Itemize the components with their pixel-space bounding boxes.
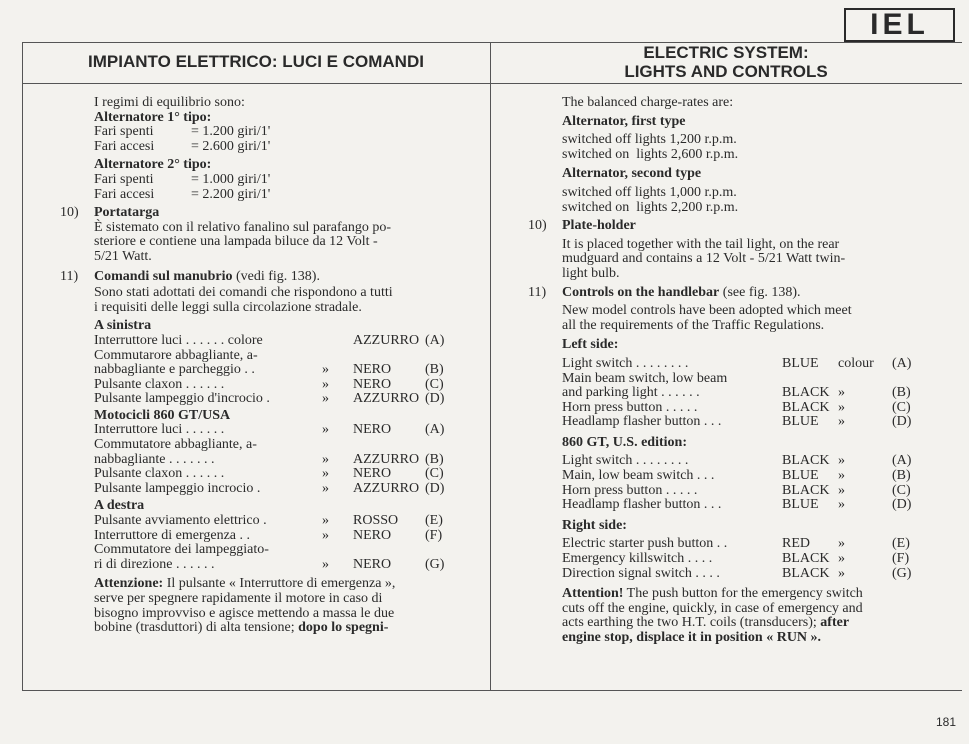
en-right-control-letter: (G) [892, 565, 912, 581]
it-left-control-row [60, 363, 452, 378]
it-alt2-title: Alternatore 2° tipo: [94, 157, 212, 173]
en-right-control-mark: RED [782, 536, 810, 552]
it-moto-control-letter: (D) [425, 480, 445, 496]
it-left-control-label: nabbagliante e parcheggio . . [94, 362, 255, 378]
en-section-11-text: all the requirements of the Traffic Regulations. [562, 317, 825, 333]
it-right-control-mark: » [322, 513, 329, 529]
it-left-control-letter: (D) [425, 391, 445, 407]
rule-header [22, 83, 962, 84]
en-section-11-title: Controls on the handlebar [562, 284, 720, 300]
en-attention-emphasis: after [820, 615, 850, 631]
it-right-control-mark: » [322, 527, 329, 543]
it-left-control-letter: (C) [425, 376, 444, 392]
en-left-control-letter: (C) [892, 399, 911, 415]
en-right-control-color: » [838, 551, 845, 567]
en-right-control-row [528, 537, 918, 552]
it-left-control-letter: (A) [425, 332, 445, 348]
page-number: 181 [936, 715, 957, 729]
en-left-control-letter: (B) [892, 385, 911, 401]
it-alt1-row [60, 140, 452, 155]
it-alt1-label: Fari spenti [94, 124, 154, 140]
en-left-control-color: colour [838, 355, 874, 371]
it-moto-control-row [60, 438, 452, 453]
it-moto-controls [60, 423, 452, 496]
it-section-11-text: i requisiti delle leggi sulla circolazione stradale. [94, 299, 362, 315]
en-attention-text: The push button for the emergency switch [623, 586, 863, 602]
it-alt1-row [60, 125, 452, 140]
it-alt2-row [60, 173, 452, 188]
en-gt-control-label: Horn press button . . . . . [562, 482, 698, 498]
en-right-control-label: Direction signal switch . . . . [562, 565, 720, 581]
it-moto-control-label: Interruttore luci . . . . . . [94, 422, 225, 438]
it-right-control-color: ROSSO [353, 513, 399, 529]
en-gt-control-mark: BLACK [782, 453, 830, 469]
en-right-control-color: » [838, 536, 845, 552]
en-gt-control-letter: (B) [892, 468, 911, 484]
it-alt1-value: = 1.200 giri/1' [191, 124, 271, 140]
it-section-10-text: steriore e contiene una lampada biluce da 12 Volt - [94, 234, 378, 250]
en-gt-control-label: Headlamp flasher button . . . [562, 497, 722, 513]
it-left-control-label: Interruttore luci . . . . . . colore [94, 332, 263, 348]
it-left-control-mark: » [322, 362, 329, 378]
it-moto-control-label: Commutatore abbagliante, a- [94, 437, 257, 453]
en-gt-control-mark: BLUE [782, 468, 819, 484]
it-alt1-label: Fari accesi [94, 138, 155, 154]
en-right-title: Right side: [562, 517, 627, 533]
en-right-control-letter: (E) [892, 536, 910, 552]
en-left-control-color: » [838, 414, 845, 430]
it-right-control-row [60, 514, 452, 529]
it-right-control-row [60, 558, 452, 573]
en-right-control-row [528, 567, 918, 582]
en-left-control-mark: BLUE [782, 414, 819, 430]
en-gt-control-label: Main, low beam switch . . . [562, 468, 715, 484]
en-left-control-letter: (A) [892, 355, 912, 371]
it-left-title: A sinistra [94, 318, 152, 334]
en-section-10-text: light bulb. [562, 265, 620, 281]
it-moto-control-row [60, 482, 452, 497]
it-attention-note [60, 577, 452, 635]
en-left-control-mark: BLUE [782, 355, 819, 371]
it-right-control-color: NERO [353, 527, 392, 543]
it-left-control-mark: » [322, 391, 329, 407]
it-moto-control-letter: (A) [425, 422, 445, 438]
en-right-control-letter: (F) [892, 551, 910, 567]
en-intro: The balanced charge-rates are: [562, 95, 734, 110]
it-left-control-color: NERO [353, 376, 392, 392]
italian-column [60, 96, 452, 636]
it-moto-control-color: NERO [353, 466, 392, 482]
english-column [528, 96, 918, 646]
it-attention-label: Attenzione: [94, 576, 164, 592]
en-attention-text: cuts off the engine, quickly, in case of emergency and [562, 600, 863, 616]
en-left-control-row [528, 372, 918, 387]
en-right-control-color: » [838, 565, 845, 581]
en-gt-control-row [528, 469, 918, 484]
it-left-control-letter: (B) [425, 362, 444, 378]
heading-english [490, 43, 962, 81]
it-right-control-letter: (F) [425, 527, 443, 543]
en-gt-control-row [528, 454, 918, 469]
en-left-control-color: » [838, 399, 845, 415]
it-intro: I regimi di equilibrio sono: [94, 95, 245, 110]
en-section-11-text: New model controls have been adopted which meet [562, 303, 852, 319]
rule-column-divider [490, 42, 491, 690]
heading-english-line2: LIGHTS AND CONTROLS [624, 62, 828, 81]
en-right-control-row [528, 552, 918, 567]
it-section-11-text: Sono stati adottati dei comandi che rispondono a tutti [94, 285, 393, 301]
it-moto-control-row [60, 453, 452, 468]
it-section-10-number: 10) [60, 205, 79, 221]
it-moto-control-letter: (C) [425, 466, 444, 482]
it-section-11-title: Comandi sul manubrio [94, 268, 233, 284]
it-left-controls [60, 334, 452, 407]
it-right-control-label: Interruttore di emergenza . . [94, 527, 251, 543]
en-attention-emphasis: engine stop, displace it in position « RUN ». [562, 630, 822, 645]
en-left-control-row [528, 415, 918, 430]
en-section-11-figure-ref: (see fig. 138). [719, 284, 801, 300]
en-left-control-letter: (D) [892, 414, 912, 430]
it-right-controls [60, 514, 452, 572]
it-section-11-figure-ref: (vedi fig. 138). [232, 268, 320, 284]
en-gt-control-color: » [838, 453, 845, 469]
en-left-controls [528, 357, 918, 430]
en-gt-control-row [528, 484, 918, 499]
it-left-control-color: AZZURRO [353, 332, 420, 348]
it-left-control-mark: » [322, 376, 329, 392]
en-gt-control-label: Light switch . . . . . . . . [562, 453, 689, 469]
it-moto-title: Motocicli 860 GT/USA [94, 407, 231, 423]
en-left-control-mark: BLACK [782, 399, 830, 415]
en-section-10-text: mudguard and contains a 12 Volt - 5/21 Watt twin- [562, 251, 846, 267]
en-left-control-row [528, 401, 918, 416]
en-left-title: Left side: [562, 337, 619, 353]
it-attention-text: bobine (trasduttori) di alta tensione; [94, 620, 299, 636]
en-section-11-number: 11) [528, 284, 547, 300]
it-moto-control-row [60, 423, 452, 438]
en-alt1-title: Alternator, first type [562, 113, 686, 129]
it-attention-emphasis: dopo lo spegni- [298, 620, 389, 636]
en-attention-label: Attention! [562, 586, 624, 602]
en-section-11-heading [528, 286, 918, 301]
it-alt1-title: Alternatore 1° tipo: [94, 109, 212, 125]
it-moto-control-mark: » [322, 480, 329, 496]
it-left-control-row [60, 378, 452, 393]
en-left-control-label: Horn press button . . . . . [562, 399, 698, 415]
it-right-control-mark: » [322, 556, 329, 572]
it-alt2-label: Fari accesi [94, 186, 155, 202]
it-section-10-text: 5/21 Watt. [94, 248, 152, 264]
en-gt-control-letter: (A) [892, 453, 912, 469]
it-left-control-label: Pulsante claxon . . . . . . [94, 376, 225, 392]
it-right-control-letter: (G) [425, 556, 445, 572]
en-gt-controls [528, 454, 918, 512]
it-right-control-color: NERO [353, 556, 392, 572]
en-left-control-label: and parking light . . . . . . [562, 385, 700, 401]
en-right-control-label: Electric starter push button . . [562, 536, 728, 552]
it-attention-text: bisogno improvviso e agisce mettendo a massa le due [94, 605, 395, 621]
en-alt2-row: switched on lights 2,200 r.p.m. [562, 199, 739, 215]
it-moto-control-mark: » [322, 422, 329, 438]
en-gt-title: 860 GT, U.S. edition: [562, 434, 687, 450]
en-right-controls [528, 537, 918, 581]
en-left-control-label: Light switch . . . . . . . . [562, 355, 689, 371]
it-right-control-label: ri di direzione . . . . . . [94, 556, 215, 572]
it-section-10-title: Portatarga [94, 205, 160, 221]
it-moto-control-letter: (B) [425, 451, 444, 467]
it-right-control-label: Pulsante avviamento elettrico . [94, 513, 267, 529]
en-left-control-row [528, 357, 918, 372]
heading-italian: IMPIANTO ELETTRICO: LUCI E COMANDI [88, 52, 424, 71]
en-left-control-color: » [838, 385, 845, 401]
it-alt2-value: = 1.000 giri/1' [191, 171, 271, 187]
it-alt2-row [60, 188, 452, 203]
it-moto-control-mark: » [322, 466, 329, 482]
en-gt-control-color: » [838, 497, 845, 513]
it-section-10-text: È sistemato con il relativo fanalino sul parafango po- [94, 219, 392, 235]
it-left-control-label: Pulsante lampeggio d'incrocio . [94, 391, 270, 407]
en-right-control-label: Emergency killswitch . . . . [562, 551, 713, 567]
en-section-10-title: Plate-holder [562, 218, 636, 234]
en-gt-control-mark: BLACK [782, 482, 830, 498]
it-section-11-heading [60, 270, 452, 285]
en-left-control-label: Headlamp flasher button . . . [562, 414, 722, 430]
it-right-title: A destra [94, 498, 145, 514]
it-moto-control-color: NERO [353, 422, 392, 438]
en-left-control-mark: BLACK [782, 385, 830, 401]
it-left-control-color: AZZURRO [353, 391, 420, 407]
it-right-control-letter: (E) [425, 513, 443, 529]
it-moto-control-row [60, 467, 452, 482]
it-left-control-row [60, 392, 452, 407]
it-attention-text: serve per spegnere rapidamente il motore in caso di [94, 591, 383, 606]
it-right-control-row [60, 529, 452, 544]
en-alt1-row: switched off lights 1,200 r.p.m. [562, 132, 737, 148]
rule-bottom [22, 690, 962, 691]
it-right-control-label: Commutatore dei lampeggiato- [94, 542, 269, 558]
en-gt-control-mark: BLUE [782, 497, 819, 513]
it-alt2-label: Fari spenti [94, 171, 154, 187]
it-left-control-label: Commutarore abbagliante, a- [94, 347, 258, 363]
heading-english-line1: ELECTRIC SYSTEM: [643, 43, 809, 62]
en-gt-control-color: » [838, 468, 845, 484]
en-attention-text: acts earthing the two H.T. coils (transducers); [562, 615, 821, 631]
en-left-control-row [528, 386, 918, 401]
section-badge: IEL [844, 8, 955, 42]
en-right-control-mark: BLACK [782, 565, 830, 581]
it-right-control-row [60, 543, 452, 558]
en-left-control-label: Main beam switch, low beam [562, 370, 728, 386]
it-left-control-row [60, 349, 452, 364]
en-alt2-row: switched off lights 1,000 r.p.m. [562, 184, 737, 200]
en-gt-control-row [528, 498, 918, 513]
it-moto-control-color: AZZURRO [353, 480, 420, 496]
it-section-11-number: 11) [60, 268, 79, 284]
en-attention-note [528, 587, 918, 645]
it-left-control-row [60, 334, 452, 349]
en-section-10-heading [528, 219, 918, 234]
rule-left [22, 42, 23, 690]
en-right-control-mark: BLACK [782, 551, 830, 567]
it-section-10-heading [60, 206, 452, 221]
it-moto-control-mark: » [322, 451, 329, 467]
it-left-control-color: NERO [353, 362, 392, 378]
en-gt-control-letter: (D) [892, 497, 912, 513]
en-section-10-text: It is placed together with the tail light, on the rear [562, 236, 840, 252]
it-moto-control-label: Pulsante claxon . . . . . . [94, 466, 225, 482]
it-moto-control-color: AZZURRO [353, 451, 420, 467]
en-section-10-number: 10) [528, 218, 547, 234]
it-moto-control-label: nabbagliante . . . . . . . [94, 451, 215, 467]
it-attention-text: Il pulsante « Interruttore di emergenza », [163, 576, 396, 592]
it-alt2-value: = 2.200 giri/1' [191, 186, 271, 202]
en-alt2-title: Alternator, second type [562, 166, 702, 182]
it-moto-control-label: Pulsante lampeggio incrocio . [94, 480, 261, 496]
en-gt-control-color: » [838, 482, 845, 498]
it-alt1-value: = 2.600 giri/1' [191, 138, 271, 154]
en-gt-control-letter: (C) [892, 482, 911, 498]
en-alt1-row: switched on lights 2,600 r.p.m. [562, 146, 739, 162]
